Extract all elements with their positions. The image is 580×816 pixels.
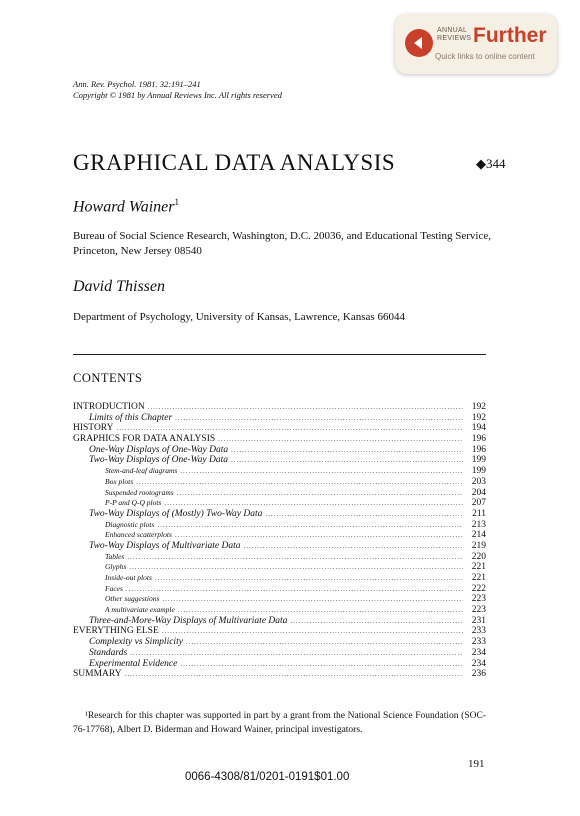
toc-leader-dots xyxy=(125,669,463,680)
toc-leader-dots xyxy=(148,402,463,413)
toc-entry[interactable] xyxy=(73,573,486,584)
toc-leader-dots xyxy=(129,562,463,573)
toc-leader-dots xyxy=(175,530,463,541)
toc-leader-dots xyxy=(231,455,463,466)
toc-entry[interactable] xyxy=(73,488,486,499)
toc-entry-page: 234 xyxy=(471,647,486,658)
toc-entry-label: Two-Way Displays of (Mostly) Two-Way Data xyxy=(89,508,263,519)
toc-entry-page: 231 xyxy=(471,615,486,626)
toc-entry-label: Faces xyxy=(105,583,123,593)
toc-entry[interactable] xyxy=(73,530,486,541)
toc-leader-dots xyxy=(177,488,463,499)
author-affiliation: Department of Psychology, University of Kansas, Lawrence, Kansas 66044 xyxy=(73,311,405,323)
toc-entry-label: One-Way Displays of One-Way Data xyxy=(89,444,229,455)
toc-entry[interactable] xyxy=(73,466,486,477)
toc-entry-label: HISTORY xyxy=(73,423,114,434)
toc-leader-dots xyxy=(265,509,463,520)
toc-leader-dots xyxy=(180,466,463,477)
badge-subtitle: Quick links to online content xyxy=(435,52,535,61)
toc-leader-dots xyxy=(175,413,463,424)
article-code: 0066-4308/81/0201-0191$01.00 xyxy=(185,771,350,783)
toc-leader-dots xyxy=(126,584,463,595)
toc-entry-page: 233 xyxy=(471,637,486,648)
toc-entry-page: 213 xyxy=(471,519,486,530)
toc-entry-label: SUMMARY xyxy=(73,669,122,680)
toc-leader-dots xyxy=(164,498,463,509)
toc-leader-dots xyxy=(127,552,463,563)
toc-entry-label: Inside-out plots xyxy=(105,573,152,582)
toc-entry-label: Two-Way Displays of Multivariate Data xyxy=(89,540,241,551)
toc-leader-dots xyxy=(243,541,463,552)
toc-entry-label: P-P and Q-Q plots xyxy=(105,498,162,508)
toc-leader-dots xyxy=(186,637,463,648)
toc-leader-dots xyxy=(290,616,463,627)
toc-entry[interactable] xyxy=(73,520,486,531)
toc-entry-page: 204 xyxy=(471,487,486,498)
toc-entry-page: 214 xyxy=(471,530,486,541)
toc-entry-label: Two-Way Displays of One-Way Data xyxy=(89,455,228,466)
toc-entry-label: Box plots xyxy=(105,476,134,486)
badge-publisher: ANNUAL REVIEWS xyxy=(437,27,472,42)
toc-entry-page: 192 xyxy=(471,412,486,423)
toc-entry[interactable] xyxy=(73,659,486,670)
toc-entry-page: 203 xyxy=(471,476,486,487)
toc-entry[interactable] xyxy=(73,445,486,456)
toc-entry-page: 199 xyxy=(471,455,486,466)
toc-entry-page: 221 xyxy=(471,562,486,573)
toc-entry[interactable] xyxy=(73,594,486,605)
divider xyxy=(73,354,486,355)
toc-entry-page: 236 xyxy=(471,669,486,680)
toc-entry-page: 234 xyxy=(471,658,486,669)
toc-entry-page: 220 xyxy=(471,551,486,562)
toc-entry-page: 219 xyxy=(471,540,486,551)
toc-leader-dots xyxy=(130,648,463,659)
toc-entry[interactable] xyxy=(73,626,486,637)
toc-entry-label: Limits of this Chapter xyxy=(89,412,173,423)
toc-entry[interactable] xyxy=(73,413,486,424)
toc-entry-page: 222 xyxy=(471,583,486,594)
toc-entry-label: Tables xyxy=(105,551,125,561)
toc-entry-page: 211 xyxy=(472,508,486,519)
toc-leader-dots xyxy=(218,434,463,445)
toc-entry-label: Diagnostic plots xyxy=(105,519,155,529)
toc-entry-label: A multivariate example xyxy=(105,605,175,615)
toc-entry-label: Three-and-More-Way Displays of Multivariate Data xyxy=(89,615,288,626)
table-of-contents xyxy=(73,402,486,680)
citation-journal: Ann. Rev. Psychol. 1981. 32:191–241 xyxy=(73,79,201,89)
badge-brand: Further xyxy=(473,24,547,47)
toc-entry[interactable] xyxy=(73,509,486,520)
toc-entry-label: GRAPHICS FOR DATA ANALYSIS xyxy=(73,434,216,445)
toc-entry-page: 223 xyxy=(471,594,486,605)
toc-entry[interactable] xyxy=(73,648,486,659)
toc-entry-page: 192 xyxy=(471,402,486,412)
toc-leader-dots xyxy=(162,626,463,637)
toc-entry[interactable] xyxy=(73,434,486,445)
toc-entry-label: Suspended rootograms xyxy=(105,487,174,497)
toc-entry-page: 207 xyxy=(471,498,486,509)
toc-entry-label: Standards xyxy=(89,647,128,658)
toc-entry[interactable] xyxy=(73,562,486,573)
toc-entry-page: 221 xyxy=(471,573,486,583)
toc-entry-page: 194 xyxy=(471,423,486,434)
toc-entry[interactable] xyxy=(73,669,486,680)
article-marker: ◆344 xyxy=(476,156,506,171)
toc-entry-page: 196 xyxy=(471,444,486,455)
author-name: David Thissen xyxy=(73,278,165,295)
toc-entry-page: 233 xyxy=(471,626,486,637)
toc-entry-label: Experimental Evidence xyxy=(89,658,178,669)
footnote: ¹Research for this chapter was supported in part by a grant from the National Science Foundation (SOC-76-17768), Albert D. Biderman and Howard Wainer, principal investigators. xyxy=(73,711,486,735)
toc-entry[interactable] xyxy=(73,552,486,563)
annual-reviews-further-badge[interactable] xyxy=(395,14,557,74)
page-number: 191 xyxy=(468,758,485,770)
citation-copyright: Copyright © 1981 by Annual Reviews Inc. All rights reserved xyxy=(73,90,282,100)
toc-entry[interactable] xyxy=(73,498,486,509)
toc-leader-dots xyxy=(231,445,463,456)
toc-leader-dots xyxy=(178,605,463,616)
toc-entry[interactable] xyxy=(73,605,486,616)
toc-leader-dots xyxy=(157,520,463,531)
article-title: GRAPHICAL DATA ANALYSIS xyxy=(73,150,396,175)
toc-leader-dots xyxy=(180,659,463,670)
toc-entry[interactable] xyxy=(73,541,486,552)
toc-entry[interactable] xyxy=(73,423,486,434)
author-affiliation: Bureau of Social Science Research, Washington, D.C. 20036, and Educational Testing Service, Princeton, New Jersey 08540 xyxy=(73,230,491,257)
toc-entry[interactable] xyxy=(73,637,486,648)
toc-entry-label: Other suggestions xyxy=(105,594,160,604)
toc-entry-page: 199 xyxy=(471,466,486,477)
toc-entry-label: EVERYTHING ELSE xyxy=(73,626,159,637)
toc-leader-dots xyxy=(162,594,463,605)
contents-heading: CONTENTS xyxy=(73,371,143,385)
toc-entry-label: Enhanced scatterplots xyxy=(105,530,172,540)
toc-entry[interactable] xyxy=(73,477,486,488)
toc-entry-page: 223 xyxy=(471,605,486,616)
toc-entry[interactable] xyxy=(73,584,486,595)
toc-entry[interactable] xyxy=(73,455,486,466)
toc-entry-label: Stem-and-leaf diagrams xyxy=(105,466,178,476)
play-arrow-icon xyxy=(405,29,433,57)
toc-leader-dots xyxy=(116,423,463,434)
toc-entry-label: INTRODUCTION xyxy=(73,402,145,412)
toc-entry[interactable] xyxy=(73,616,486,627)
toc-entry-label: Complexity vs Simplicity xyxy=(89,637,183,648)
toc-leader-dots xyxy=(136,477,463,488)
toc-entry[interactable] xyxy=(73,402,486,413)
toc-entry-page: 196 xyxy=(471,434,486,445)
toc-entry-label: Glyphs xyxy=(105,562,127,572)
toc-leader-dots xyxy=(155,573,463,584)
citation xyxy=(73,79,282,101)
author-name: Howard Wainer$^1$ xyxy=(73,197,179,216)
